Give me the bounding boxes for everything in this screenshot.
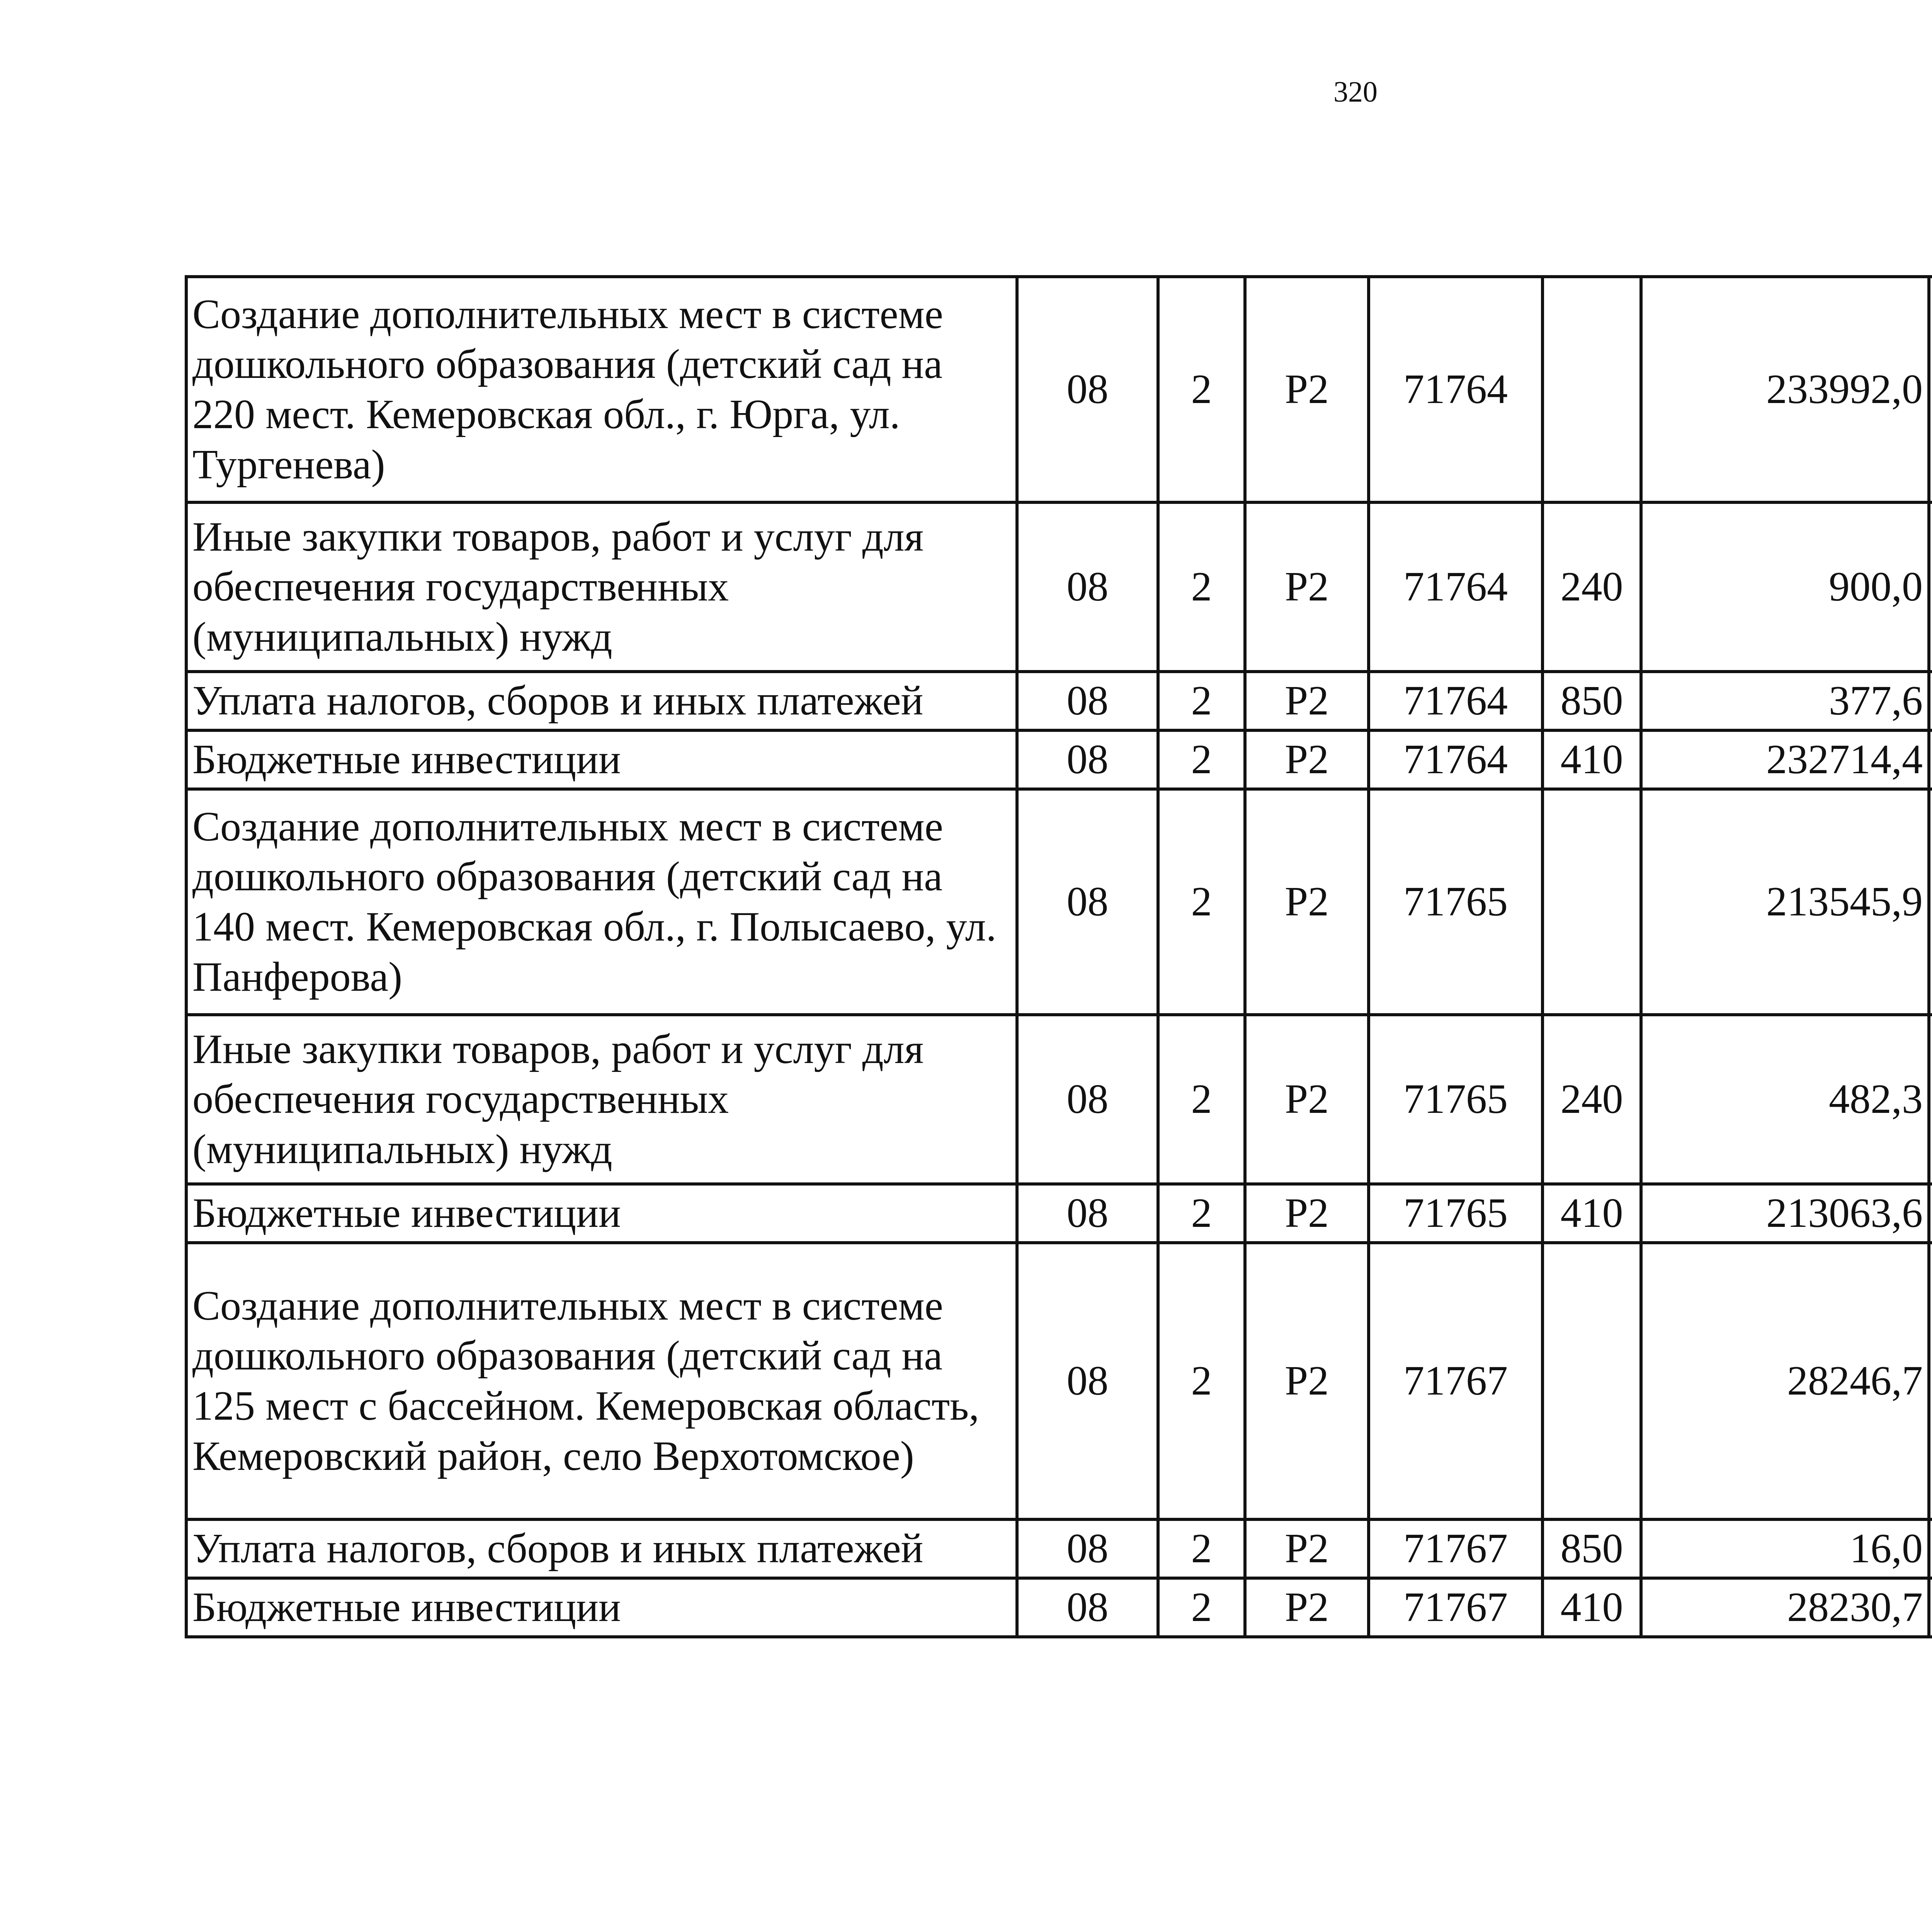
section-cell: 08	[1017, 672, 1158, 730]
program-cell: Р2	[1245, 672, 1369, 730]
amount-cell: 377,6	[1641, 672, 1929, 730]
row-name-cell: Бюджетные инвестиции	[186, 1578, 1017, 1637]
amount-cell: 16,0	[1641, 1519, 1929, 1578]
subsection-cell: 2	[1158, 672, 1245, 730]
row-name-cell: Создание дополнительных мест в системе дошкольного образования (детский сад на 220 мест. Кемеровская обл., г. Юрга, ул. Тургенева)	[186, 277, 1017, 502]
program-cell: Р2	[1245, 789, 1369, 1015]
type-cell	[1543, 1243, 1641, 1519]
table-row	[186, 502, 1932, 672]
table-row	[186, 1015, 1932, 1184]
section-cell: 08	[1017, 1519, 1158, 1578]
code-cell: 71764	[1369, 277, 1543, 502]
extra-cell-1	[1929, 789, 1932, 1015]
code-cell: 71764	[1369, 502, 1543, 672]
amount-cell: 28246,7	[1641, 1243, 1929, 1519]
type-cell: 850	[1543, 1519, 1641, 1578]
code-cell: 71765	[1369, 789, 1543, 1015]
subsection-cell: 2	[1158, 1519, 1245, 1578]
table-row	[186, 730, 1932, 789]
extra-cell-1	[1929, 1015, 1932, 1184]
program-cell: Р2	[1245, 730, 1369, 789]
amount-cell: 213063,6	[1641, 1184, 1929, 1243]
section-cell: 08	[1017, 1243, 1158, 1519]
code-cell: 71767	[1369, 1243, 1543, 1519]
row-name-cell: Иные закупки товаров, работ и услуг для обеспечения государственных (муниципальных) нужд	[186, 1015, 1017, 1184]
type-cell: 240	[1543, 1015, 1641, 1184]
extra-cell-1	[1929, 672, 1932, 730]
page-number: 320	[1333, 76, 1378, 108]
table-row	[186, 789, 1932, 1015]
amount-cell: 482,3	[1641, 1015, 1929, 1184]
row-name-cell: Уплата налогов, сборов и иных платежей	[186, 672, 1017, 730]
code-cell: 71764	[1369, 730, 1543, 789]
row-name-cell: Создание дополнительных мест в системе дошкольного образования (детский сад на 125 мест с бассейном. Кемеровская область, Кемеровский район, село Верхотомское)	[186, 1243, 1017, 1519]
table-row	[186, 1243, 1932, 1519]
amount-cell: 28230,7	[1641, 1578, 1929, 1637]
code-cell: 71765	[1369, 1184, 1543, 1243]
code-cell: 71764	[1369, 672, 1543, 730]
extra-cell-1	[1929, 1519, 1932, 1578]
subsection-cell: 2	[1158, 502, 1245, 672]
code-cell: 71767	[1369, 1519, 1543, 1578]
type-cell: 850	[1543, 672, 1641, 730]
type-cell	[1543, 789, 1641, 1015]
section-cell: 08	[1017, 1184, 1158, 1243]
subsection-cell: 2	[1158, 277, 1245, 502]
type-cell: 240	[1543, 502, 1641, 672]
section-cell: 08	[1017, 1578, 1158, 1637]
program-cell: Р2	[1245, 1184, 1369, 1243]
table-row	[186, 672, 1932, 730]
type-cell	[1543, 277, 1641, 502]
subsection-cell: 2	[1158, 789, 1245, 1015]
program-cell: Р2	[1245, 1578, 1369, 1637]
program-cell: Р2	[1245, 502, 1369, 672]
subsection-cell: 2	[1158, 1015, 1245, 1184]
extra-cell-1	[1929, 277, 1932, 502]
code-cell: 71767	[1369, 1578, 1543, 1637]
program-cell: Р2	[1245, 277, 1369, 502]
row-name-cell: Иные закупки товаров, работ и услуг для обеспечения государственных (муниципальных) нужд	[186, 502, 1017, 672]
table-row	[186, 1519, 1932, 1578]
extra-cell-1	[1929, 1243, 1932, 1519]
table-row	[186, 1578, 1932, 1637]
subsection-cell: 2	[1158, 730, 1245, 789]
amount-cell: 213545,9	[1641, 789, 1929, 1015]
row-name-cell: Бюджетные инвестиции	[186, 1184, 1017, 1243]
extra-cell-1	[1929, 1578, 1932, 1637]
amount-cell: 232714,4	[1641, 730, 1929, 789]
section-cell: 08	[1017, 1015, 1158, 1184]
type-cell: 410	[1543, 1184, 1641, 1243]
section-cell: 08	[1017, 277, 1158, 502]
table-row	[186, 1184, 1932, 1243]
program-cell: Р2	[1245, 1015, 1369, 1184]
row-name-cell: Бюджетные инвестиции	[186, 730, 1017, 789]
type-cell: 410	[1543, 730, 1641, 789]
budget-table	[185, 275, 1932, 1638]
row-name-cell: Создание дополнительных мест в системе дошкольного образования (детский сад на 140 мест. Кемеровская обл., г. Полысаево, ул. Панферова)	[186, 789, 1017, 1015]
row-name-cell: Уплата налогов, сборов и иных платежей	[186, 1519, 1017, 1578]
subsection-cell: 2	[1158, 1243, 1245, 1519]
amount-cell: 233992,0	[1641, 277, 1929, 502]
extra-cell-1	[1929, 502, 1932, 672]
section-cell: 08	[1017, 502, 1158, 672]
type-cell: 410	[1543, 1578, 1641, 1637]
section-cell: 08	[1017, 730, 1158, 789]
extra-cell-1	[1929, 1184, 1932, 1243]
amount-cell: 900,0	[1641, 502, 1929, 672]
code-cell: 71765	[1369, 1015, 1543, 1184]
table-row	[186, 277, 1932, 502]
extra-cell-1	[1929, 730, 1932, 789]
subsection-cell: 2	[1158, 1578, 1245, 1637]
section-cell: 08	[1017, 789, 1158, 1015]
subsection-cell: 2	[1158, 1184, 1245, 1243]
program-cell: Р2	[1245, 1243, 1369, 1519]
program-cell: Р2	[1245, 1519, 1369, 1578]
